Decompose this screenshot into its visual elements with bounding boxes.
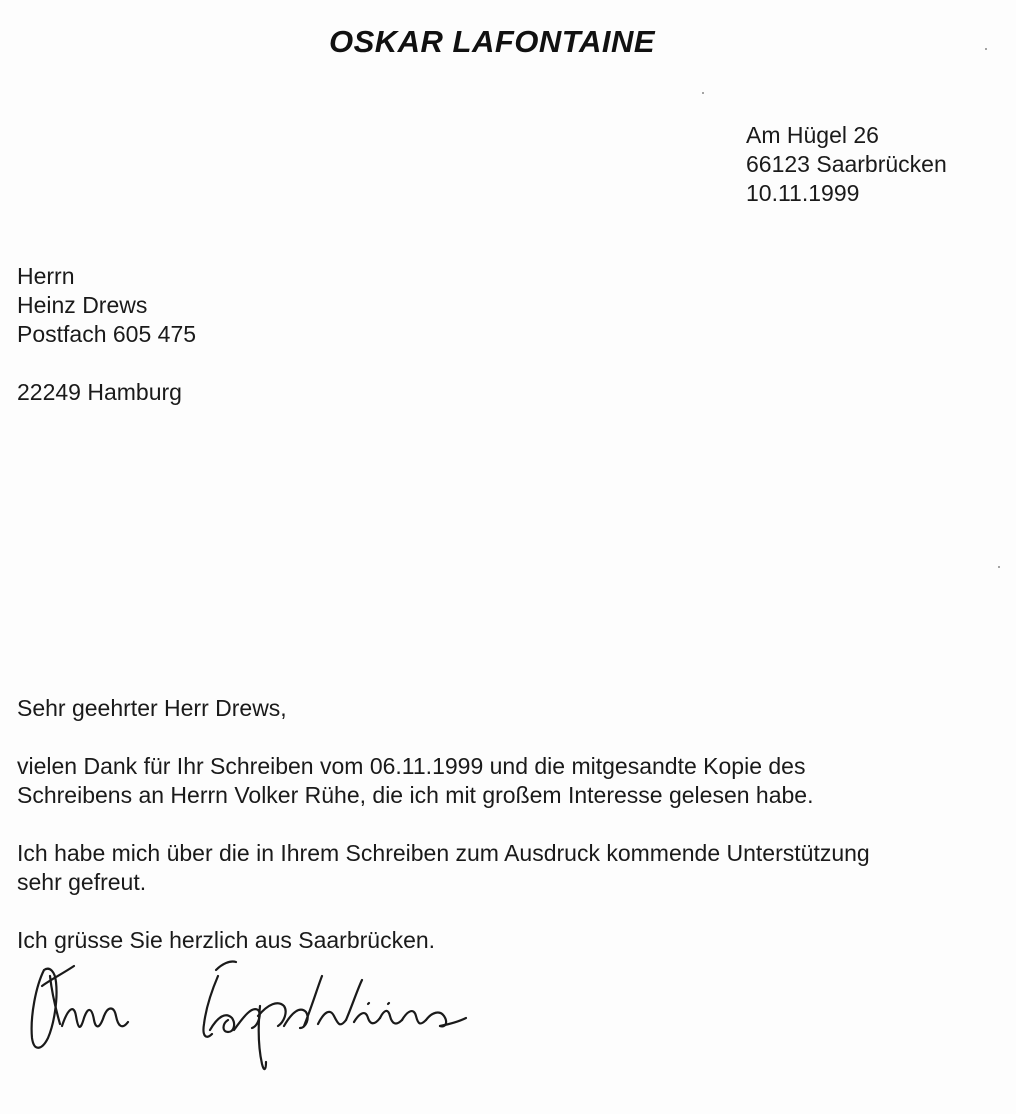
recipient-address (17, 262, 196, 407)
paper-speck (702, 92, 704, 94)
sender-address (746, 121, 947, 208)
paragraph-thanks (17, 752, 977, 810)
recipient-po-box: Postfach 605 475 (17, 321, 197, 347)
letter-date: 10.11.1999 (746, 180, 860, 206)
letterhead-name: OSKAR LAFONTAINE (328, 24, 656, 59)
paragraph-thanks-line-1: vielen Dank für Ihr Schreiben vom 06.11.1999 und die mitgesandte Kopie des (17, 753, 806, 779)
greeting-text: Sehr geehrter Herr Drews, (17, 695, 287, 721)
paragraph-support-line-1: Ich habe mich über die in Ihrem Schreiben zum Ausdruck kommende Unterstützung (17, 840, 870, 866)
sender-street: Am Hügel 26 (746, 122, 879, 148)
sender-city: 66123 Saarbrücken (746, 151, 947, 177)
letter-body (17, 694, 977, 955)
paper-speck (998, 566, 1000, 568)
paragraph-support (17, 839, 977, 897)
paper-speck (985, 48, 987, 50)
closing-text: Ich grüsse Sie herzlich aus Saarbrücken. (17, 927, 436, 953)
recipient-city: 22249 Hamburg (17, 379, 182, 405)
paragraph-thanks-line-2: Schreibens an Herrn Volker Rühe, die ich mit großem Interesse gelesen habe. (17, 782, 814, 808)
greeting (17, 694, 977, 723)
paragraph-support-line-2: sehr gefreut. (17, 869, 147, 895)
handwritten-signature (22, 946, 482, 1086)
recipient-salutation-line: Herrn (17, 263, 75, 289)
recipient-name: Heinz Drews (17, 292, 148, 318)
